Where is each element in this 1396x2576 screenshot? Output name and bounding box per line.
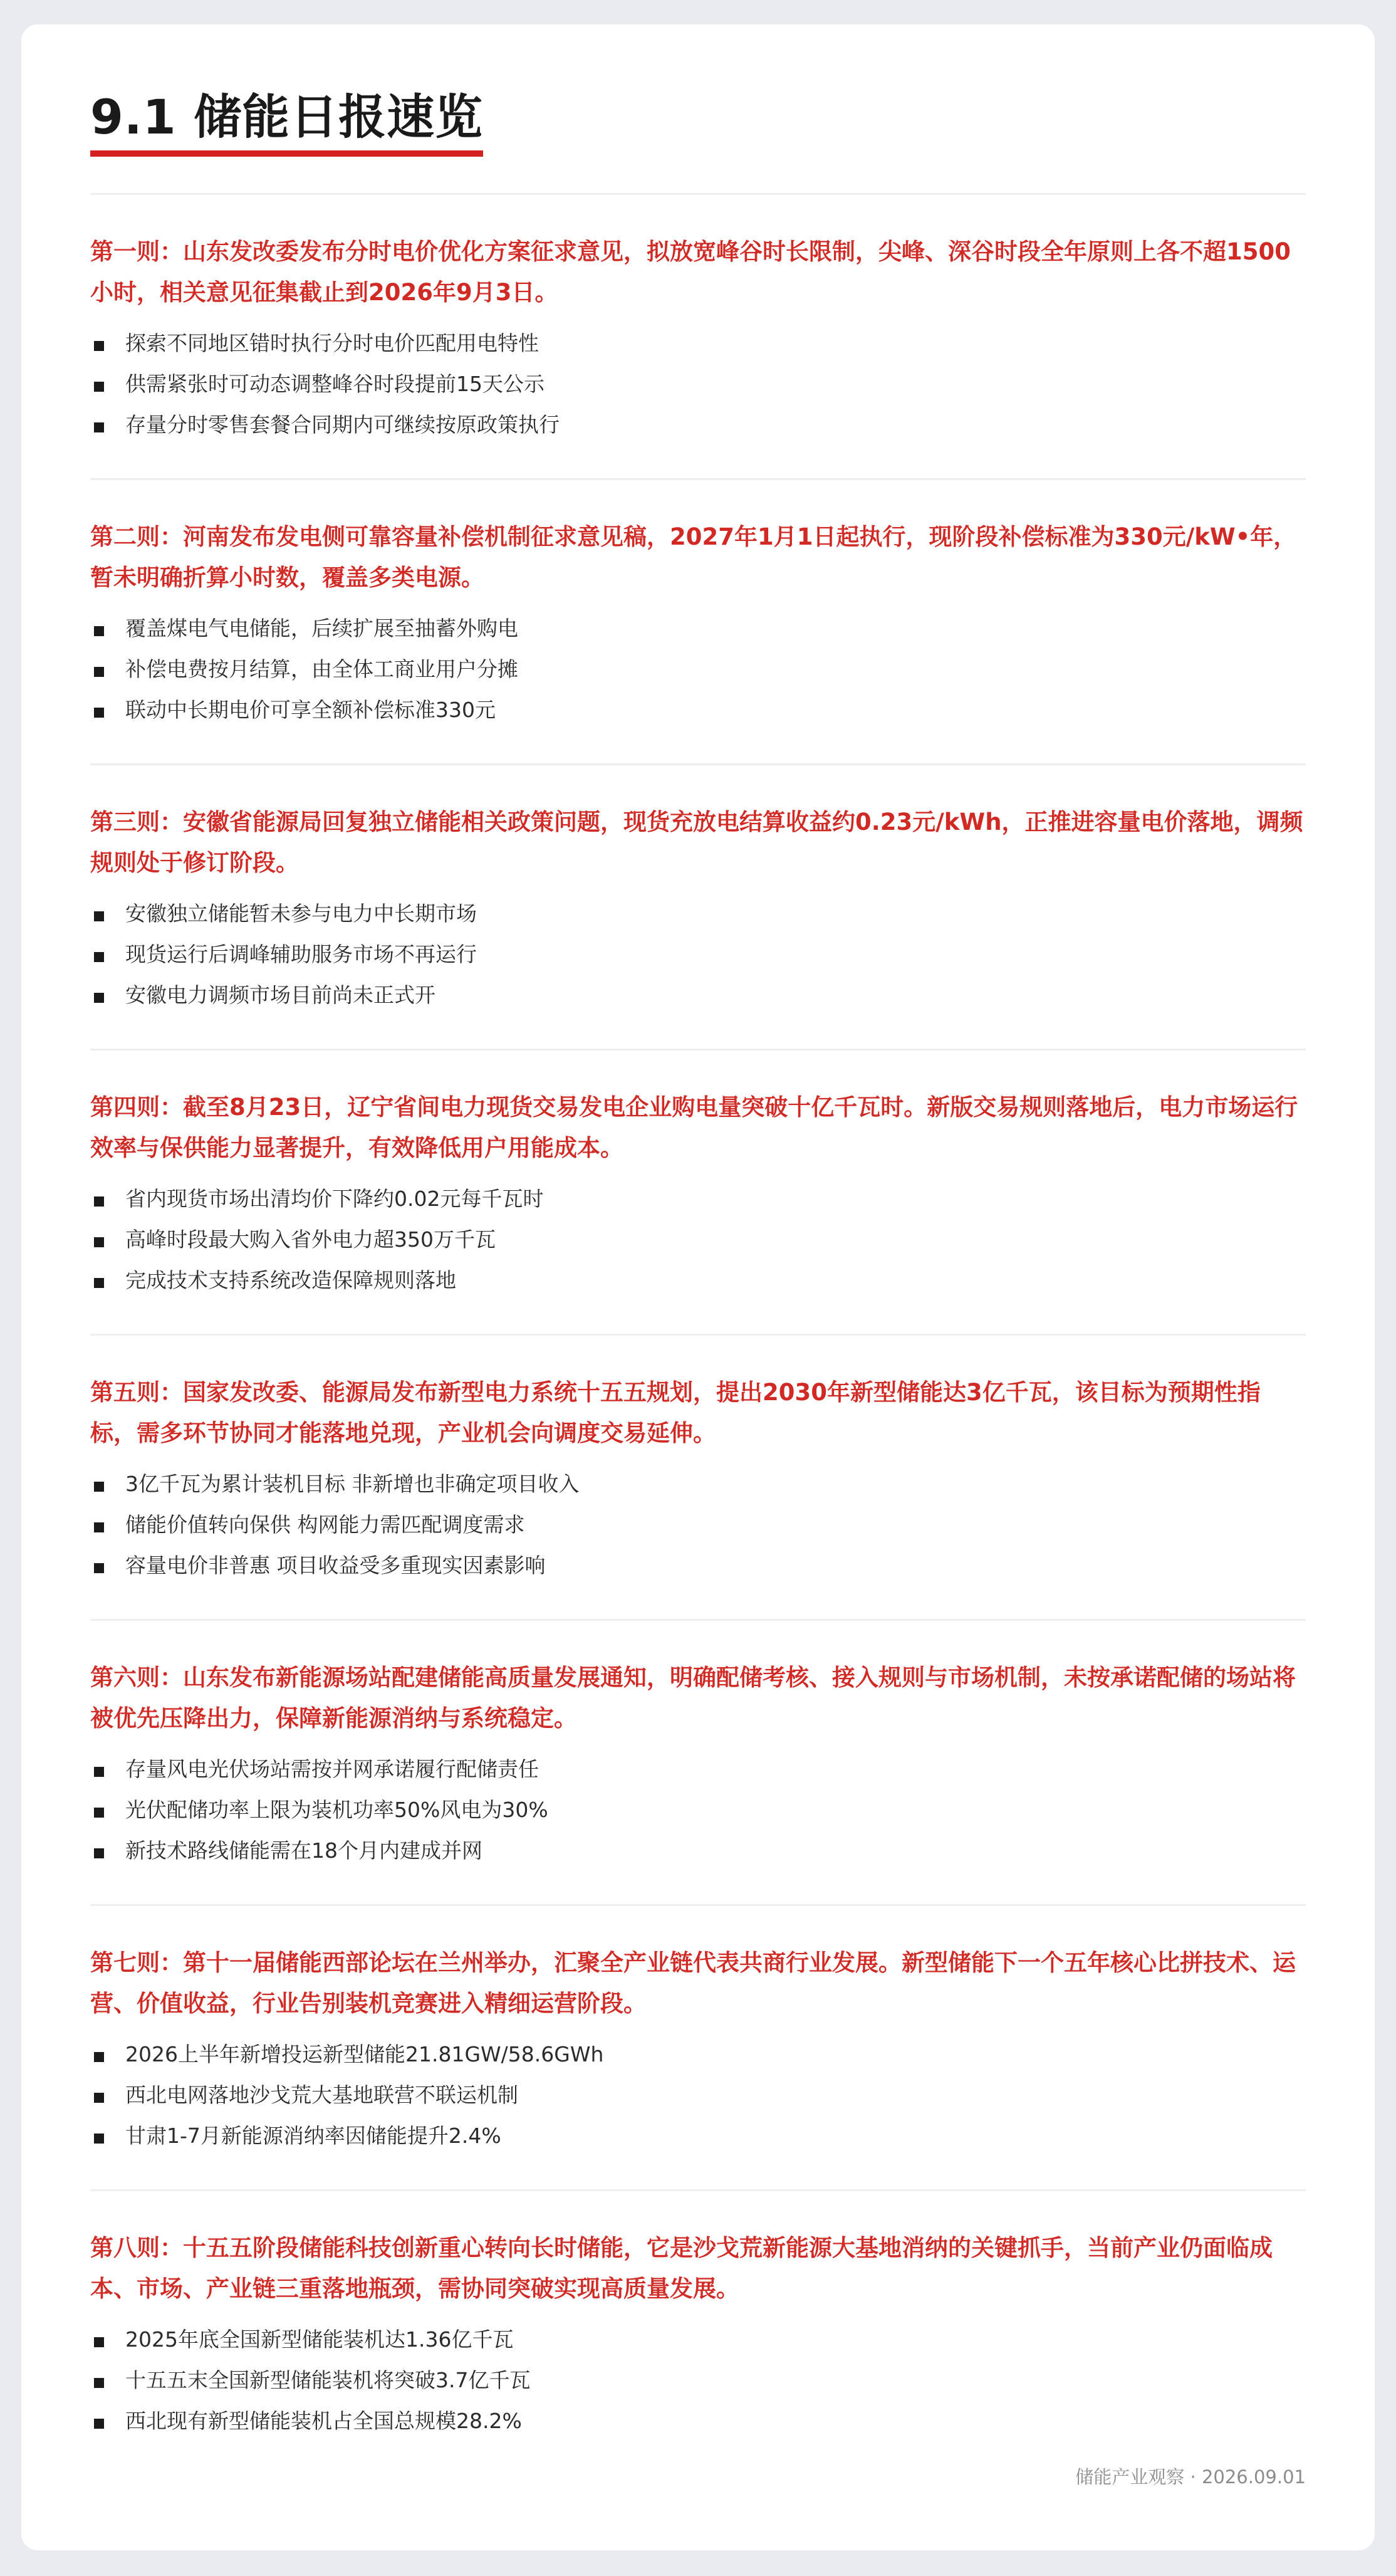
bullet-text: 联动中长期电价可享全额补偿标准330元: [125, 698, 496, 723]
bullet-item: [90, 647, 1306, 688]
bullet-list: [90, 1177, 1306, 1299]
bullet-item: [90, 1177, 1306, 1218]
bullet-list: [90, 2033, 1306, 2155]
bullet-text: 2025年底全国新型储能装机达1.36亿千瓦: [125, 2327, 514, 2352]
bullet-item: [90, 2073, 1306, 2114]
bullet-text: 安徽独立储能暂未参与电力中长期市场: [125, 901, 477, 926]
news-item: [90, 1049, 1306, 1334]
news-item: [90, 1904, 1306, 2189]
news-list: [90, 193, 1306, 2474]
news-headline: 第四则：截至8月23日，辽宁省间电力现货交易发电企业购电量突破十亿千瓦时。新版交易规则落地后，电力市场运行效率与保供能力显著提升，有效降低用户用能成本。: [90, 1094, 1298, 1162]
square-bullet-icon: [94, 422, 104, 432]
square-bullet-icon: [94, 1563, 104, 1573]
bullet-text: 3亿千瓦为累计装机目标 非新增也非确定项目收入: [125, 1472, 580, 1497]
bullet-text: 安徽电力调频市场目前尚未正式开: [125, 983, 435, 1008]
page-title: 9.1 储能日报速览: [90, 90, 483, 157]
bullet-item: [90, 1259, 1306, 1299]
bullet-item: [90, 1829, 1306, 1870]
square-bullet-icon: [94, 1808, 104, 1818]
bullet-text: 存量风电光伏场站需按并网承诺履行配储责任: [125, 1757, 539, 1782]
square-bullet-icon: [94, 2052, 104, 2062]
square-bullet-icon: [94, 2093, 104, 2103]
bullet-text: 2026上半年新增投运新型储能21.81GW/58.6GWh: [125, 2042, 604, 2067]
bullet-text: 省内现货市场出清均价下降约0.02元每千瓦时: [125, 1186, 544, 1212]
bullet-item: [90, 1544, 1306, 1584]
bullet-item: [90, 1503, 1306, 1544]
bullet-item: [90, 933, 1306, 973]
bullet-item: [90, 1462, 1306, 1503]
square-bullet-icon: [94, 952, 104, 962]
news-headline: 第六则：山东发布新能源场站配建储能高质量发展通知，明确配储考核、接入规则与市场机制，未按承诺配储的场站将被优先压降出力，保障新能源消纳与系统稳定。: [90, 1664, 1296, 1732]
square-bullet-icon: [94, 2419, 104, 2429]
bullet-item: [90, 688, 1306, 729]
bullet-item: [90, 1788, 1306, 1829]
news-item: [90, 478, 1306, 763]
bullet-list: [90, 1747, 1306, 1870]
bullet-text: 完成技术支持系统改造保障规则落地: [125, 1268, 456, 1293]
bullet-item: [90, 403, 1306, 444]
bullet-text: 补偿电费按月结算，由全体工商业用户分摊: [125, 657, 518, 682]
bullet-item: [90, 892, 1306, 933]
bullet-text: 供需紧张时可动态调整峰谷时段提前15天公示: [125, 372, 544, 397]
bullet-item: [90, 362, 1306, 403]
bullet-list: [90, 1462, 1306, 1584]
news-item: [90, 763, 1306, 1049]
bullet-text: 十五五末全国新型储能装机将突破3.7亿千瓦: [125, 2368, 531, 2393]
footer-source-date: 储能产业观察 · 2026.09.01: [1075, 2466, 1306, 2488]
square-bullet-icon: [94, 1278, 104, 1288]
bullet-text: 甘肃1-7月新能源消纳率因储能提升2.4%: [125, 2123, 501, 2149]
bullet-item: [90, 1747, 1306, 1788]
bullet-list: [90, 322, 1306, 444]
bullet-text: 现货运行后调峰辅助服务市场不再运行: [125, 942, 477, 967]
bullet-text: 容量电价非普惠 项目收益受多重现实因素影响: [125, 1553, 546, 1578]
bullet-text: 高峰时段最大购入省外电力超350万千瓦: [125, 1227, 496, 1252]
report-card: [21, 24, 1375, 2550]
bullet-item: [90, 973, 1306, 1014]
bullet-item: [90, 2033, 1306, 2073]
square-bullet-icon: [94, 341, 104, 351]
square-bullet-icon: [94, 1196, 104, 1207]
bullet-text: 新技术路线储能需在18个月内建成并网: [125, 1838, 482, 1863]
bullet-item: [90, 2399, 1306, 2440]
bullet-item: [90, 607, 1306, 647]
news-headline: 第一则：山东发改委发布分时电价优化方案征求意见，拟放宽峰谷时长限制，尖峰、深谷时段全年原则上各不超1500小时，相关意见征集截止到2026年9月3日。: [90, 238, 1291, 306]
bullet-text: 西北电网落地沙戈荒大基地联营不联运机制: [125, 2083, 518, 2108]
square-bullet-icon: [94, 1848, 104, 1858]
bullet-item: [90, 322, 1306, 362]
bullet-text: 光伏配储功率上限为装机功率50%风电为30%: [125, 1798, 548, 1823]
bullet-item: [90, 2318, 1306, 2359]
bullet-list: [90, 2318, 1306, 2440]
square-bullet-icon: [94, 708, 104, 718]
square-bullet-icon: [94, 2337, 104, 2347]
news-headline: 第七则：第十一届储能西部论坛在兰州举办，汇聚全产业链代表共商行业发展。新型储能下一个五年核心比拼技术、运营、价值收益，行业告别装机竞赛进入精细运营阶段。: [90, 1949, 1296, 2018]
news-item: [90, 2189, 1306, 2474]
bullet-text: 西北现有新型储能装机占全国总规模28.2%: [125, 2409, 522, 2434]
square-bullet-icon: [94, 1237, 104, 1247]
square-bullet-icon: [94, 667, 104, 677]
bullet-text: 存量分时零售套餐合同期内可继续按原政策执行: [125, 412, 560, 437]
square-bullet-icon: [94, 1482, 104, 1492]
news-headline: 第三则：安徽省能源局回复独立储能相关政策问题，现货充放电结算收益约0.23元/kWh，正推进容量电价落地，调频规则处于修订阶段。: [90, 809, 1303, 877]
square-bullet-icon: [94, 626, 104, 636]
bullet-text: 覆盖煤电气电储能，后续扩展至抽蓄外购电: [125, 616, 518, 641]
square-bullet-icon: [94, 993, 104, 1003]
square-bullet-icon: [94, 2378, 104, 2388]
square-bullet-icon: [94, 1522, 104, 1532]
bullet-text: 储能价值转向保供 构网能力需匹配调度需求: [125, 1512, 525, 1537]
news-item: [90, 1334, 1306, 1619]
news-headline: 第五则：国家发改委、能源局发布新型电力系统十五五规划，提出2030年新型储能达3亿千瓦，该目标为预期性指标，需多环节协同才能落地兑现，产业机会向调度交易延伸。: [90, 1379, 1261, 1447]
news-item: [90, 193, 1306, 478]
news-headline: 第二则：河南发布发电侧可靠容量补偿机制征求意见稿，2027年1月1日起执行，现阶段补偿标准为330元/kW•年，暂未明确折算小时数，覆盖多类电源。: [90, 523, 1297, 592]
bullet-item: [90, 1218, 1306, 1259]
square-bullet-icon: [94, 911, 104, 921]
news-headline: 第八则：十五五阶段储能科技创新重心转向长时储能，它是沙戈荒新能源大基地消纳的关键抓手，当前产业仍面临成本、市场、产业链三重落地瓶颈，需协同突破实现高质量发展。: [90, 2234, 1273, 2303]
square-bullet-icon: [94, 1767, 104, 1777]
bullet-list: [90, 607, 1306, 729]
news-item: [90, 1619, 1306, 1904]
bullet-item: [90, 2114, 1306, 2155]
bullet-text: 探索不同地区错时执行分时电价匹配用电特性: [125, 331, 539, 356]
bullet-list: [90, 892, 1306, 1014]
bullet-item: [90, 2359, 1306, 2399]
square-bullet-icon: [94, 382, 104, 392]
square-bullet-icon: [94, 2134, 104, 2144]
